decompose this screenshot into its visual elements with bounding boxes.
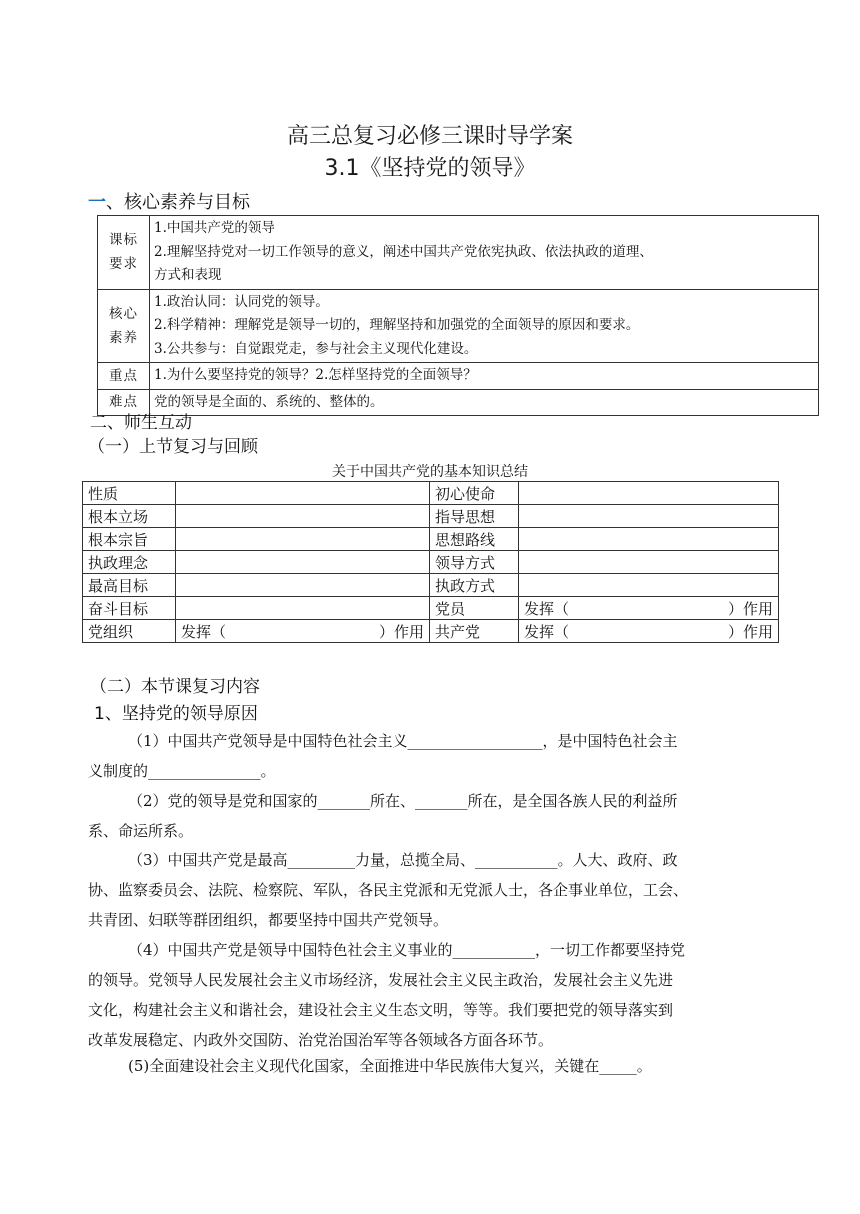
text-line: 的领导。党领导人民发展社会主义市场经济，发展社会主义民主政治，发展社会主义先进 (88, 971, 674, 989)
fill-prefix: 发挥（ (524, 599, 570, 618)
row-label: 领导方式 (430, 551, 519, 574)
answer-cell[interactable] (519, 620, 779, 643)
content-line: 方式和表现 (154, 267, 222, 283)
row-content (150, 289, 819, 363)
content-line: 1.为什么要坚持党的领导？2.怎样坚持党的全面领导？ (154, 367, 477, 383)
row-content (150, 363, 819, 390)
answer-cell[interactable] (176, 482, 430, 505)
row-label: 奋斗目标 (83, 597, 176, 620)
text-line: 协、监察委员会、法院、检察院、军队，各民主党派和无党派人士，各企事业单位，工会、 (88, 881, 689, 899)
row-header (98, 289, 150, 363)
review-subheading: （一）上节复习与回顾 (88, 437, 258, 457)
text-line: 系、命运所系。 (88, 822, 194, 840)
paragraph-1 (88, 726, 783, 786)
text-line: (5)全面建设社会主义现代化国家，全面推进中华民族伟大复兴，关键在_____。 (128, 1057, 652, 1075)
answer-cell[interactable] (519, 551, 779, 574)
answer-cell[interactable] (176, 551, 430, 574)
goals-row-difficulty (98, 389, 819, 416)
answer-cell[interactable] (519, 597, 779, 620)
fill-suffix: ）作用 (378, 622, 424, 641)
answer-cell[interactable] (519, 482, 779, 505)
text-line: （3）中国共产党是最高_________力量，总揽全局、___________。人大、政府、政 (128, 851, 678, 869)
document-title: 高三总复习必修三课时导学案 (286, 124, 573, 149)
section1-number: 一 (88, 192, 106, 213)
goals-row-literacy (98, 289, 819, 363)
fill-prefix: 发挥（ (524, 622, 570, 641)
section1-heading (88, 188, 250, 214)
head-text: 课标 (109, 232, 138, 249)
text-line: 义制度的_______________。 (88, 762, 276, 780)
section2-heading: 二、师生互动 (90, 413, 192, 433)
table-caption: 关于中国共产党的基本知识总结 (332, 464, 528, 480)
answer-cell[interactable] (176, 597, 430, 620)
party-knowledge-table (82, 481, 779, 643)
content-line: 2.理解坚持党对一切工作领导的意义，阐述中国共产党依宪执政、依法执政的道理、 (154, 243, 653, 260)
head-text: 要求 (109, 256, 138, 273)
goals-table (97, 215, 819, 416)
head-text: 素养 (109, 329, 138, 346)
text-line: （1）中国共产党领导是中国特色社会主义__________________，是中国特色社会主 (128, 732, 678, 750)
answer-cell[interactable] (176, 620, 430, 643)
table-row (83, 574, 779, 597)
fill-suffix: ）作用 (727, 622, 773, 641)
content-line: 1.政治认同：认同党的领导。 (154, 293, 329, 310)
text-line: （4）中国共产党是领导中国特色社会主义事业的___________，一切工作都要坚持党 (128, 941, 686, 959)
table-row (83, 528, 779, 551)
paragraph-2 (88, 786, 783, 846)
answer-cell[interactable] (176, 528, 430, 551)
head-text: 难点 (109, 394, 138, 411)
row-label: 执政理念 (83, 551, 176, 574)
text-line: 改革发展稳定、内政外交国防、治党治国治军等各领域各方面各环节。 (88, 1031, 554, 1049)
row-label: 最高目标 (83, 574, 176, 597)
lesson-title: 3.1《坚持党的领导》 (324, 156, 536, 181)
row-header (98, 216, 150, 290)
row-label: 思想路线 (430, 528, 519, 551)
goals-row-curriculum (98, 216, 819, 290)
topic-heading: 1、坚持党的领导原因 (94, 704, 258, 724)
table-row (83, 620, 779, 643)
paragraph-5 (128, 1051, 823, 1081)
answer-cell[interactable] (176, 574, 430, 597)
goals-row-key-point (98, 363, 819, 390)
text-line: 文化，构建社会主义和谐社会，建设社会主义生态文明，等等。我们要把党的领导落实到 (88, 1001, 674, 1019)
table-row (83, 551, 779, 574)
content-line: 2.科学精神：理解党是领导一切的，理解坚持和加强党的全面领导的原因和要求。 (154, 317, 640, 333)
fill-suffix: ）作用 (727, 599, 773, 618)
text-line: 共青团、妇联等群团组织，都要坚持中国共产党领导。 (88, 911, 449, 929)
answer-cell[interactable] (176, 505, 430, 528)
paragraph-4 (88, 935, 783, 1055)
table-row (83, 597, 779, 620)
fill-prefix: 发挥（ (181, 622, 227, 641)
section1-title: 、核心素养与目标 (106, 192, 250, 213)
head-text: 核心 (109, 305, 138, 322)
head-text: 重点 (109, 367, 138, 384)
answer-cell[interactable] (519, 505, 779, 528)
answer-cell[interactable] (519, 574, 779, 597)
row-label: 党组织 (83, 620, 176, 643)
table-row (83, 482, 779, 505)
answer-cell[interactable] (519, 528, 779, 551)
row-content (150, 216, 819, 290)
row-label: 根本立场 (83, 505, 176, 528)
row-label: 执政方式 (430, 574, 519, 597)
row-label: 指导思想 (430, 505, 519, 528)
content-line: 党的领导是全面的、系统的、整体的。 (154, 393, 384, 410)
row-content (150, 389, 819, 416)
table-row (83, 505, 779, 528)
content-line: 3.公共参与：自觉跟党走，参与社会主义现代化建设。 (154, 340, 478, 357)
row-label: 共产党 (430, 620, 519, 643)
row-header (98, 363, 150, 390)
row-label: 党员 (430, 597, 519, 620)
content-line: 1.中国共产党的领导 (154, 220, 275, 236)
paragraph-3 (88, 845, 783, 935)
lesson-review-subheading: （二）本节课复习内容 (90, 677, 260, 697)
text-line: （2）党的领导是党和国家的_______所在、_______所在，是全国各族人民的利益所 (128, 792, 678, 810)
row-label: 初心使命 (430, 482, 519, 505)
row-label: 性质 (83, 482, 176, 505)
row-label: 根本宗旨 (83, 528, 176, 551)
